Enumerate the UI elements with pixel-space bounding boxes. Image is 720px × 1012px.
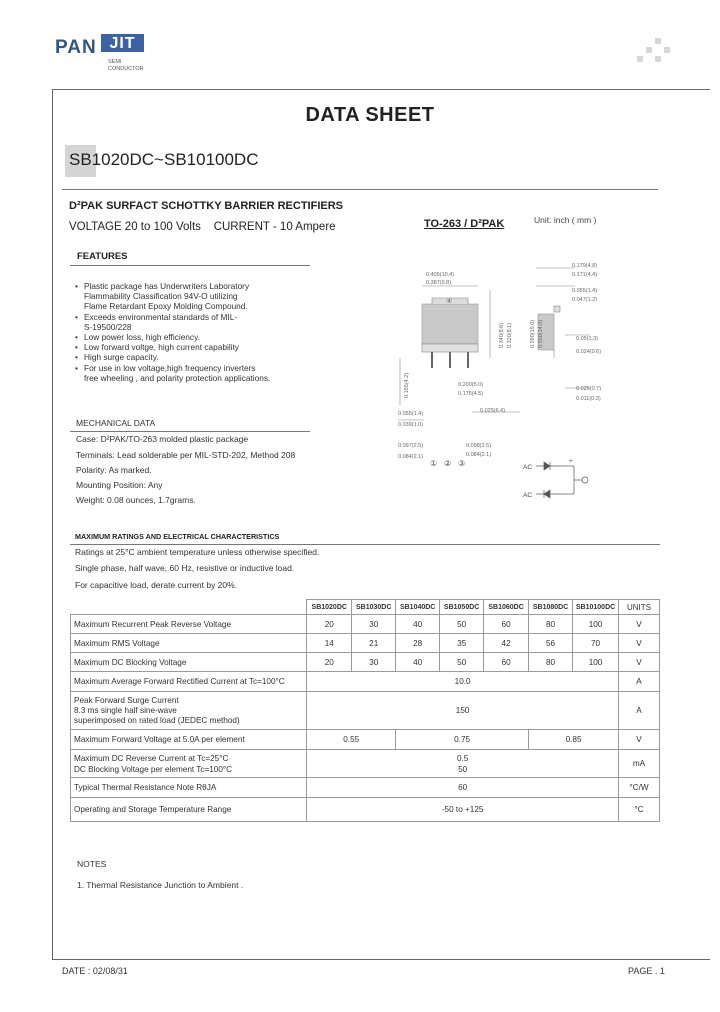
column-header: SB10100DC (573, 600, 619, 615)
brand-subtitle-line2: CONDUCTOR (108, 66, 144, 72)
cell-value: 14 (307, 634, 352, 653)
cell-value: 20 (307, 653, 352, 672)
cell-value: 150 (307, 692, 619, 730)
cell-value: 100 (573, 615, 619, 634)
table-row (71, 615, 660, 634)
cell-unit: °C (619, 798, 660, 822)
cell-value: 42 (484, 634, 529, 653)
row-param: Maximum Recurrent Peak Reverse Voltage (71, 615, 307, 634)
dim-d16: 0.039(1.0) (398, 422, 424, 428)
table-row (71, 692, 660, 730)
cell-value: 60 (307, 778, 619, 798)
table-row (71, 634, 660, 653)
cell-value (307, 750, 619, 778)
mechanical-mounting: Mounting Position: Any (76, 480, 163, 490)
voltage-range: VOLTAGE 20 to 100 Volts (69, 221, 201, 233)
cell-value: 0.55 (307, 730, 396, 750)
ratings-note-3: For capacitive load, derate current by 20%. (75, 580, 238, 590)
row-param: Maximum Forward Voltage at 5.0A per element (71, 730, 307, 750)
dim-d1: 0.405(10.4) (426, 272, 455, 278)
cell-value: 40 (396, 653, 440, 672)
dim-d14: 0.011(0.3) (576, 396, 601, 402)
dim-d2: 0.387(9.8) (426, 280, 452, 286)
package-outline-drawing (360, 250, 660, 510)
cell-unit: A (619, 672, 660, 692)
ratings-note-1: Ratings at 25°C ambient temperature unless otherwise specified. (75, 547, 320, 557)
header-rule (62, 189, 658, 190)
column-header: SB1050DC (440, 600, 484, 615)
part-number: SB1020DC~SB10100DC (69, 150, 259, 169)
column-header: SB1020DC (307, 600, 352, 615)
marker-3: ③ (458, 459, 466, 468)
column-header: SB1060DC (484, 600, 529, 615)
row-param-line1: Maximum DC Reverse Current at Tc=25°C (74, 753, 229, 763)
table-header-row (71, 600, 660, 615)
cell-unit: mA (619, 750, 660, 778)
cell-value: 28 (396, 634, 440, 653)
cell-unit: V (619, 634, 660, 653)
dim-d22: 0.340(8.6) (499, 322, 505, 348)
row-param: Operating and Storage Temperature Range (71, 798, 307, 822)
feature-item-continuation: free wheeling , and polarity protection applications. (84, 372, 271, 383)
ratings-heading: MAXIMUM RATINGS AND ELECTRICAL CHARACTERISTICS (75, 532, 280, 541)
cell-value: 50 (440, 615, 484, 634)
frame-left-rule (52, 89, 53, 959)
feature-item: • Low power loss, high efficiency. (75, 332, 310, 342)
mechanical-rule (70, 431, 310, 432)
row-param-line2: DC Blocking Voltage per element Tc=100°C (74, 764, 233, 774)
ratings-table (70, 599, 660, 822)
row-param: Maximum RMS Voltage (71, 634, 307, 653)
feature-item-continuation: Flame Retardant Epoxy Molding Compound. (84, 301, 248, 312)
cell-value: 20 (307, 615, 352, 634)
ratings-note-2: Single phase, half wave, 60 Hz, resistive or inductive load. (75, 563, 295, 573)
brand-subtitle (108, 59, 144, 73)
cell-value: 60 (484, 653, 529, 672)
row-param (71, 692, 307, 730)
cell-value: 10.0 (307, 672, 619, 692)
row-param (71, 750, 307, 778)
cell-value: 70 (573, 634, 619, 653)
feature-item: • For use in low voltage,high frequency inverters (75, 363, 310, 373)
cell-value: 56 (529, 634, 573, 653)
pin-label-ac-2: AC (523, 492, 533, 499)
dim-d21: 0.165(4.2) (404, 372, 410, 398)
mechanical-case: Case: D²PAK/TO-263 molded plastic package (76, 434, 249, 444)
row-param-line1: Peak Forward Surge Current (74, 695, 179, 705)
dim-d18: 0.084(2.1) (398, 454, 424, 460)
dim-d6: 0.047(1.2) (572, 297, 598, 303)
feature-item-continuation: S-19500/228 (84, 321, 132, 332)
ratings-rule (70, 544, 660, 545)
footer-page: PAGE . 1 (628, 966, 665, 976)
feature-item: • Exceeds environmental standards of MIL- (75, 312, 310, 322)
product-subtitle: D²PAK SURFACT SCHOTTKY BARRIER RECTIFIERS (69, 200, 343, 212)
cell-value: 80 (529, 615, 573, 634)
cell-value: 50 (440, 653, 484, 672)
dim-d15: 0.055(1.4) (398, 411, 424, 417)
cell-unit: V (619, 653, 660, 672)
marker-1: ① (430, 459, 438, 468)
dim-d3: 0.179(4.8) (572, 263, 598, 269)
row-param: Maximum Average Forward Rectified Current at Tc=100°C (71, 672, 307, 692)
brand-name-pan: PAN (55, 37, 97, 58)
row-param-line2: 8.3 ms single half sine-wave (74, 705, 177, 715)
column-header: SB1030DC (352, 600, 396, 615)
brand-name-jit: JIT (101, 34, 144, 52)
dim-d13: 0.025(0.7) (576, 386, 602, 392)
cell-unit: V (619, 730, 660, 750)
row-param: Typical Thermal Resistance Note RθJA (71, 778, 307, 798)
tab-marker: ④ (446, 298, 453, 305)
cell-value: 100 (573, 653, 619, 672)
table-row (71, 750, 660, 778)
notes-heading: NOTES (77, 859, 107, 869)
cell-value: 35 (440, 634, 484, 653)
cell-value: 0.75 (396, 730, 529, 750)
dim-d25: 0.550(14.0) (538, 319, 544, 348)
dim-d4: 0.171(4.4) (572, 272, 598, 278)
cell-value-line1: 0.5 (456, 753, 469, 763)
footer-date: DATE : 02/08/31 (62, 966, 128, 976)
cell-value: 30 (352, 653, 396, 672)
table-row (71, 672, 660, 692)
mechanical-polarity: Polarity: As marked. (76, 465, 152, 475)
cell-unit: A (619, 692, 660, 730)
cell-value: 30 (352, 615, 396, 634)
feature-item-continuation: Flammability Classification 94V-O utilizing (84, 291, 238, 302)
dim-d27: 0.024(0.6) (576, 349, 602, 355)
cell-value: -50 to +125 (307, 798, 619, 822)
document-title: DATA SHEET (305, 104, 435, 126)
features-rule (70, 265, 310, 266)
dim-d23: 0.320(8.1) (507, 322, 513, 348)
cell-value: 60 (484, 615, 529, 634)
pin-label-ac-1: AC (523, 464, 533, 471)
package-units: Unit: inch ( mm ) (534, 215, 597, 225)
dim-d10: 0.025(6.4) (480, 408, 506, 414)
dim-d20: 0.084(2.1) (466, 452, 492, 458)
mechanical-terminals: Terminals: Lead solderable per MIL-STD-202, Method 208 (76, 450, 296, 460)
features-heading: FEATURES (77, 251, 128, 262)
cell-unit: °C/W (619, 778, 660, 798)
dim-d11: 0.200(5.0) (458, 382, 484, 388)
cell-unit: V (619, 615, 660, 634)
note-item: 1. Thermal Resistance Junction to Ambient . (77, 880, 244, 890)
current-rating: CURRENT - 10 Ampere (213, 221, 336, 233)
dim-d24: 0.590(15.0) (530, 319, 536, 348)
table-row (71, 798, 660, 822)
feature-item: • Plastic package has Underwriters Laboratory (75, 281, 310, 291)
mechanical-heading: MECHANICAL DATA (76, 418, 156, 428)
row-param: Maximum DC Blocking Voltage (71, 653, 307, 672)
table-row (71, 730, 660, 750)
column-header-units: UNITS (619, 600, 660, 615)
cell-value: 0.85 (529, 730, 619, 750)
cell-value-line2: 50 (458, 764, 468, 774)
feature-item: • High surge capacity. (75, 352, 310, 362)
dim-d19: 0.098(2.5) (466, 443, 492, 449)
cell-value: 40 (396, 615, 440, 634)
dim-d5: 0.055(1.4) (572, 288, 598, 294)
frame-bottom-rule (52, 959, 710, 960)
dim-d17: 0.097(2.5) (398, 443, 424, 449)
column-header: SB1080DC (529, 600, 573, 615)
brand-subtitle-line1: SEMI (108, 59, 122, 65)
polarity-plus: + (569, 458, 573, 465)
feature-item: • Low forward voltge, high current capability (75, 342, 310, 352)
voltage-current-line (69, 221, 336, 233)
cell-value: 21 (352, 634, 396, 653)
mechanical-weight: Weight: 0.08 ounces, 1.7grams. (76, 495, 196, 505)
table-row (71, 653, 660, 672)
row-param-line3: superimposed on rated load (JEDEC method) (74, 715, 240, 725)
column-header: SB1040DC (396, 600, 440, 615)
marker-2: ② (444, 459, 452, 468)
frame-top-rule (52, 89, 710, 90)
cell-value: 80 (529, 653, 573, 672)
table-row (71, 778, 660, 798)
features-list (75, 281, 310, 383)
dim-d26: 0.05(1.3) (576, 336, 599, 342)
dim-d12: 0.175(4.5) (458, 391, 484, 397)
package-title: TO-263 / D²PAK (424, 218, 505, 230)
